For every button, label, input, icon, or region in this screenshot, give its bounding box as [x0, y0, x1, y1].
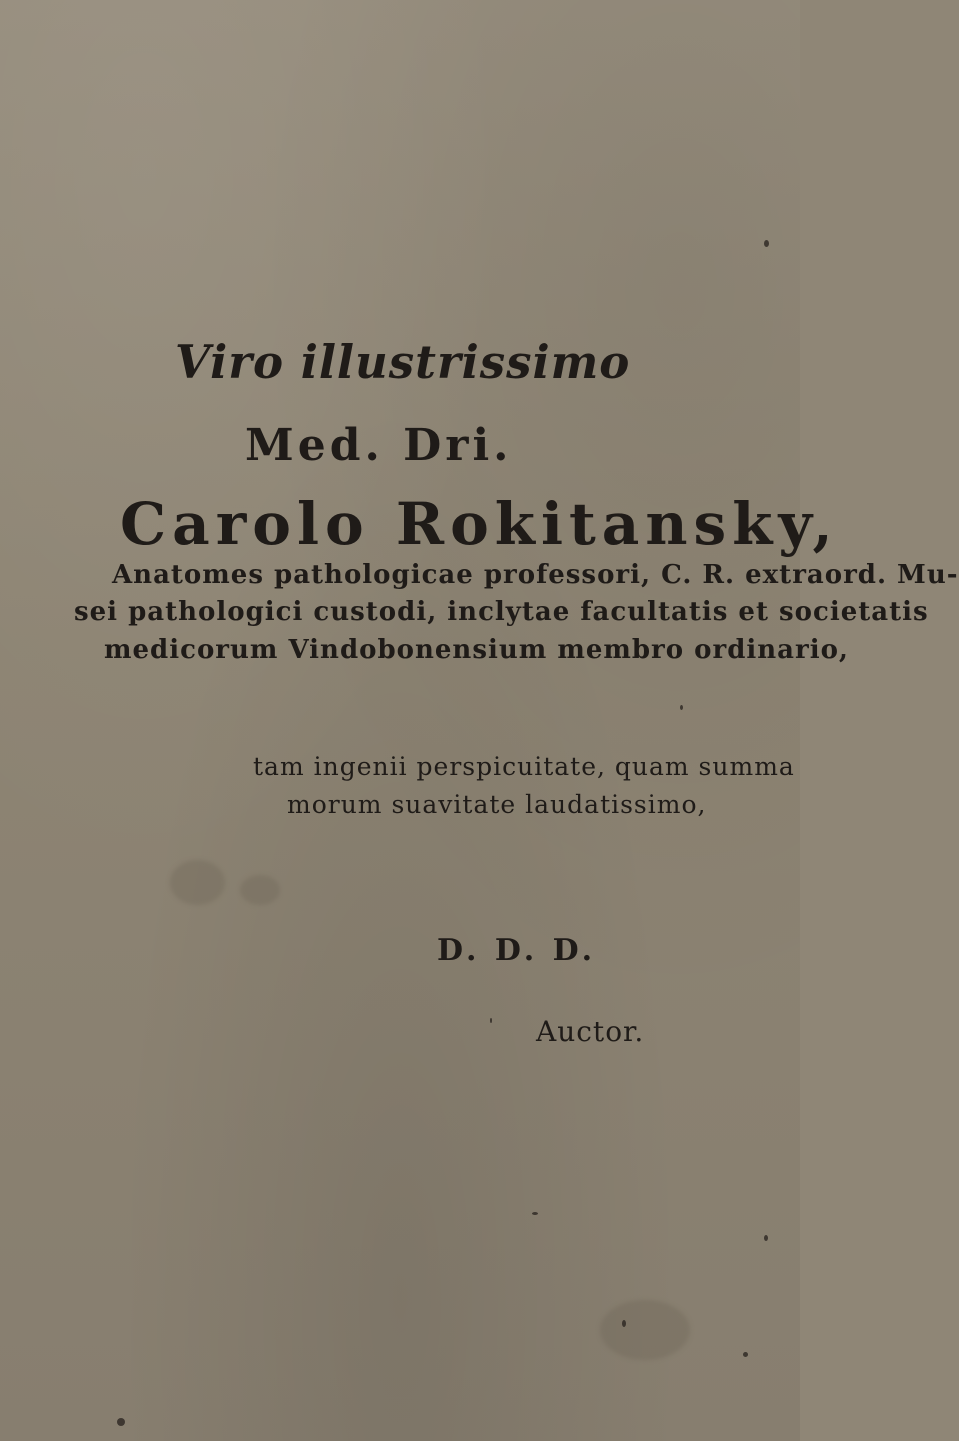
- ink-speck: [680, 705, 683, 710]
- paper-stain: [600, 1300, 690, 1360]
- title-line-3: medicorum Vindobonensium membro ordinario,: [104, 635, 849, 665]
- ink-speck: [764, 240, 769, 247]
- degree-heading: Med. Dri.: [245, 420, 513, 471]
- title-line-2: sei pathologici custodi, inclytae facultatis et societatis: [74, 597, 929, 627]
- ink-speck: [764, 1235, 768, 1241]
- ink-speck: [743, 1352, 748, 1357]
- dedication-heading: Viro illustrissimo: [175, 335, 631, 389]
- paper-stain: [170, 860, 225, 905]
- ink-speck: [117, 1418, 125, 1426]
- title-line-1: Anatomes pathologicae professori, C. R. extraord. Mu-: [112, 560, 959, 590]
- author-signature: Auctor.: [536, 1015, 645, 1048]
- dedication-mark: D. D. D.: [437, 933, 597, 968]
- praise-line-2: morum suavitate laudatissimo,: [287, 790, 707, 819]
- ink-speck: [490, 1018, 492, 1023]
- praise-line-1: tam ingenii perspicuitate, quam summa: [253, 752, 795, 781]
- paper-stain: [240, 875, 280, 905]
- dedicatee-name: Carolo Rokitansky,: [120, 490, 839, 558]
- ink-speck: [622, 1320, 626, 1327]
- ink-speck: [532, 1212, 538, 1215]
